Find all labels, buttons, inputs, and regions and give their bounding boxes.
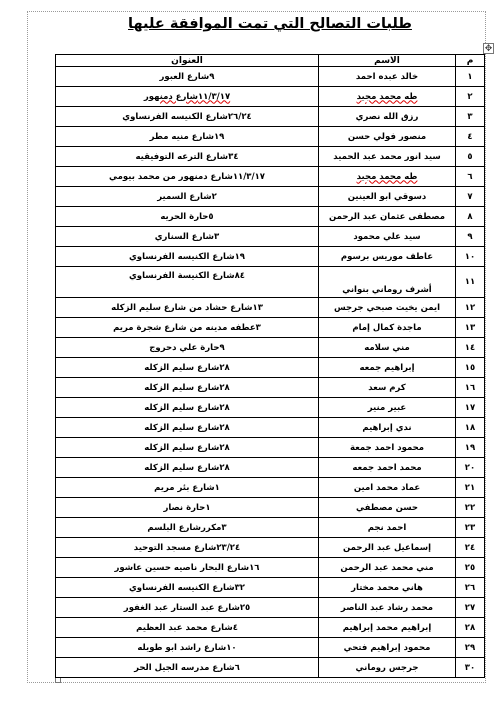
table-row xyxy=(56,207,485,227)
row-name-text: محمود إبراهيم فتحي xyxy=(343,642,431,653)
table-row xyxy=(56,67,485,87)
row-name[interactable] xyxy=(319,167,456,187)
row-name[interactable] xyxy=(319,478,456,498)
row-number-text: ٣ xyxy=(467,111,473,122)
row-name[interactable] xyxy=(319,398,456,418)
row-number-text: ١١ xyxy=(464,277,476,287)
row-number[interactable] xyxy=(456,127,485,147)
row-name[interactable] xyxy=(319,207,456,227)
row-name-text: خالد عبده احمد xyxy=(355,71,419,82)
row-number[interactable] xyxy=(456,147,485,167)
row-address[interactable] xyxy=(56,638,319,658)
row-number[interactable] xyxy=(456,538,485,558)
row-number-text: ٢٦ xyxy=(464,582,476,593)
row-number-text: ٢٤ xyxy=(464,542,476,553)
row-name-text: احمد نجم xyxy=(367,522,407,533)
row-number-text: ١ xyxy=(467,71,473,82)
row-name-text: عاطف موريس برسوم xyxy=(340,251,434,262)
row-address-text: ١٠شارع راشد ابو طويله xyxy=(137,642,237,653)
table-row xyxy=(56,498,485,518)
row-name[interactable] xyxy=(319,498,456,518)
row-number[interactable] xyxy=(456,87,485,107)
row-address[interactable] xyxy=(56,267,319,298)
table-row xyxy=(56,267,485,298)
row-name-text: جرجس روماني xyxy=(355,662,419,673)
row-number-text: ٢٩ xyxy=(464,642,476,653)
row-number[interactable] xyxy=(456,247,485,267)
table-row xyxy=(56,438,485,458)
row-number-text: ٢٧ xyxy=(464,602,476,613)
row-address-text: ١٩شارع الكنيسه الفرنساوي xyxy=(129,251,245,262)
document-title: طلبات التصالح التي تمت الموافقة عليها xyxy=(128,16,412,32)
row-name-text: منصور فولي حسن xyxy=(347,131,427,142)
row-number-text: ١٧ xyxy=(464,402,476,413)
row-number-text: ٢ xyxy=(467,91,473,102)
row-address[interactable] xyxy=(56,87,319,107)
row-address-text: ٣٤شارع الترعه التوفيقيه xyxy=(135,151,239,162)
table-row xyxy=(56,618,485,638)
row-number[interactable] xyxy=(456,658,485,678)
header-name: الاسم xyxy=(319,55,456,67)
row-name-text: سيد انور محمد عبد الحميد xyxy=(333,151,441,162)
row-address[interactable] xyxy=(56,147,319,167)
row-name-text: حسن مصطفي xyxy=(355,502,419,513)
row-number-text: ٦ xyxy=(467,171,473,182)
row-number[interactable] xyxy=(456,67,485,87)
row-name[interactable] xyxy=(319,87,456,107)
row-address-text: ٢٥شارع عبد الستار عبد الغفور xyxy=(123,602,251,613)
row-name[interactable] xyxy=(319,107,456,127)
table-row xyxy=(56,478,485,498)
table-row xyxy=(56,107,485,127)
row-address-text: ٢٣/٢٤شارع مسجد التوحيد xyxy=(133,542,241,553)
row-number[interactable] xyxy=(456,618,485,638)
row-name[interactable] xyxy=(319,658,456,678)
row-address[interactable] xyxy=(56,418,319,438)
row-number[interactable] xyxy=(456,638,485,658)
row-address-text: ٢٦/٢٤شارع الكنيسه الفرنساوي xyxy=(122,111,252,122)
row-number[interactable] xyxy=(456,338,485,358)
row-number-text: ١٩ xyxy=(464,442,476,453)
row-name-text: أشرف روماني بنواني xyxy=(342,285,432,295)
row-address-text: ١٦شارع البحار ناصيه حسين عاشور xyxy=(114,562,260,573)
row-number[interactable] xyxy=(456,107,485,127)
row-number[interactable] xyxy=(456,167,485,187)
row-number[interactable] xyxy=(456,598,485,618)
row-number-text: ٤ xyxy=(467,131,473,142)
row-address[interactable] xyxy=(56,167,319,187)
row-name-text: محمد رشاد عبد الناصر xyxy=(340,602,434,613)
row-name-text: دسوقي ابو العينين xyxy=(347,191,427,202)
row-address[interactable] xyxy=(56,318,319,338)
row-number-text: ٧ xyxy=(467,191,473,202)
row-address[interactable] xyxy=(56,658,319,678)
row-address-text: ٤شارع محمد عبد العظيم xyxy=(136,622,238,633)
row-address-text: ١١/٣/١٧شارع دمنهور من محمد بيومي xyxy=(109,171,265,182)
table-row xyxy=(56,378,485,398)
row-address-text: ٢٨شارع سليم الزكله xyxy=(144,462,230,473)
row-number[interactable] xyxy=(456,418,485,438)
row-number-text: ١٣ xyxy=(464,322,476,333)
row-name-text: عبير منير xyxy=(367,402,407,413)
row-address[interactable] xyxy=(56,478,319,498)
row-address-text: ٢٨شارع سليم الزكله xyxy=(144,422,230,433)
row-name[interactable] xyxy=(319,538,456,558)
table-row xyxy=(56,247,485,267)
row-address[interactable] xyxy=(56,598,319,618)
row-name[interactable] xyxy=(319,298,456,318)
row-address[interactable] xyxy=(56,538,319,558)
row-name[interactable] xyxy=(319,267,456,298)
row-name-text: إبراهيم جمعه xyxy=(359,362,415,373)
table-row xyxy=(56,187,485,207)
table-row xyxy=(56,578,485,598)
row-name[interactable] xyxy=(319,578,456,598)
row-number[interactable] xyxy=(456,207,485,227)
row-address[interactable] xyxy=(56,518,319,538)
row-name-text: هاني محمد مختار xyxy=(351,582,423,593)
row-address[interactable] xyxy=(56,127,319,147)
header-number: م xyxy=(456,55,485,67)
row-number[interactable] xyxy=(456,378,485,398)
table-row xyxy=(56,518,485,538)
row-name[interactable] xyxy=(319,338,456,358)
row-number-text: ١٠ xyxy=(464,251,476,262)
row-name[interactable] xyxy=(319,598,456,618)
row-number[interactable] xyxy=(456,398,485,418)
row-address[interactable] xyxy=(56,338,319,358)
header-address: العنوان xyxy=(56,55,319,67)
row-name[interactable] xyxy=(319,247,456,267)
table-move-handle-icon[interactable]: ✥ xyxy=(484,44,493,54)
row-address-text: ٨٤شارع الكنيسة الفرنساوي xyxy=(129,271,245,281)
row-number[interactable] xyxy=(456,267,485,298)
row-name-text: محمد احمد جمعه xyxy=(352,462,422,473)
table-row xyxy=(56,658,485,678)
row-address[interactable] xyxy=(56,578,319,598)
row-name-text: ماجدة كمال إمام xyxy=(352,322,422,333)
row-number[interactable] xyxy=(456,558,485,578)
table-row xyxy=(56,458,485,478)
row-address[interactable] xyxy=(56,458,319,478)
row-number[interactable] xyxy=(456,358,485,378)
table-row xyxy=(56,298,485,318)
row-address-text: ٥حارة الحريه xyxy=(160,211,214,222)
row-name[interactable] xyxy=(319,418,456,438)
row-address-text: ٦شارع مدرسه الجيل الحر xyxy=(134,662,240,673)
row-number-text: ١٤ xyxy=(464,342,476,353)
row-name-text: طه محمد مجيد xyxy=(356,91,418,102)
row-name-text: طه محمد مجيد xyxy=(356,171,418,182)
row-name[interactable] xyxy=(319,458,456,478)
table-row xyxy=(56,598,485,618)
row-address[interactable] xyxy=(56,498,319,518)
row-name[interactable] xyxy=(319,558,456,578)
row-address[interactable] xyxy=(56,398,319,418)
row-address-text: ٣مكررشارع البلسم xyxy=(147,522,227,533)
row-address[interactable] xyxy=(56,618,319,638)
row-number-text: ٨ xyxy=(467,211,473,222)
row-address-text: ١شارع بئر مريم xyxy=(154,482,220,493)
row-address-text: ١٩شارع منيه مطر xyxy=(149,131,225,142)
table-row xyxy=(56,127,485,147)
row-number-text: ٩ xyxy=(467,231,473,242)
row-number[interactable] xyxy=(456,498,485,518)
row-address[interactable] xyxy=(56,67,319,87)
table-row xyxy=(56,338,485,358)
row-name-text: مصطفى عثمان عبد الرحمن xyxy=(329,211,445,222)
row-name[interactable] xyxy=(319,438,456,458)
row-address[interactable] xyxy=(56,107,319,127)
row-number[interactable] xyxy=(456,438,485,458)
row-number-text: ٢٥ xyxy=(464,562,476,573)
row-address-text: ٢٨شارع سليم الزكله xyxy=(144,382,230,393)
row-name-text: رزق الله نصري xyxy=(355,111,419,122)
row-address[interactable] xyxy=(56,207,319,227)
row-address-text: ٢شارع السمير xyxy=(157,191,217,202)
row-address-text: ٢٨شارع سليم الزكله xyxy=(144,402,230,413)
table-row xyxy=(56,87,485,107)
row-name[interactable] xyxy=(319,318,456,338)
row-number-text: ٥ xyxy=(467,151,473,162)
row-number[interactable] xyxy=(456,187,485,207)
row-name-text: إسماعيل عبد الرحمن xyxy=(343,542,431,553)
row-number-text: ٣٠ xyxy=(464,662,476,673)
table-row xyxy=(56,558,485,578)
row-name-text: سيد علي محمود xyxy=(353,231,421,242)
row-name[interactable] xyxy=(319,618,456,638)
row-number-text: ١٨ xyxy=(464,422,476,433)
row-address-text: ٩حارة علي دحروج xyxy=(149,342,225,353)
row-name-text: ندي إبراهيم xyxy=(362,422,412,433)
row-number-text: ٢٨ xyxy=(464,622,476,633)
row-number-text: ١٥ xyxy=(464,362,476,373)
row-name-text: ايمن يخيت صبحي جرجس xyxy=(333,302,441,313)
row-address-text: ١٣شارع حشاد من شارع سليم الزكله xyxy=(111,302,263,313)
row-address[interactable] xyxy=(56,247,319,267)
row-address-text: ٩شارع العبور xyxy=(159,71,215,82)
row-address-text: ٣شارع السناري xyxy=(154,231,220,242)
row-name-text: عماد محمد امين xyxy=(353,482,421,493)
table-row xyxy=(56,147,485,167)
row-number-text: ٢٠ xyxy=(464,462,476,473)
row-address-text: ٢٨شارع سليم الزكله xyxy=(144,362,230,373)
row-name[interactable] xyxy=(319,127,456,147)
row-name[interactable] xyxy=(319,518,456,538)
row-number-text: ٢٢ xyxy=(464,502,476,513)
row-number[interactable] xyxy=(456,518,485,538)
row-name-text: مني محمد عبد الرحمن xyxy=(340,562,434,573)
row-address[interactable] xyxy=(56,378,319,398)
row-address[interactable] xyxy=(56,298,319,318)
row-address-text: ٣عطفه مدينه من شارع شجرة مريم xyxy=(113,322,261,333)
row-address[interactable] xyxy=(56,358,319,378)
row-number-text: ١٢ xyxy=(464,302,476,313)
table-row xyxy=(56,167,485,187)
row-number-text: ٢٣ xyxy=(464,522,476,533)
row-name[interactable] xyxy=(319,638,456,658)
table-row xyxy=(56,398,485,418)
table-row xyxy=(56,227,485,247)
row-number[interactable] xyxy=(456,478,485,498)
row-address[interactable] xyxy=(56,438,319,458)
row-name[interactable] xyxy=(319,67,456,87)
row-address[interactable] xyxy=(56,558,319,578)
row-number[interactable] xyxy=(456,458,485,478)
row-number-text: ١٦ xyxy=(464,382,476,393)
row-name-text: إبراهيم محمد إبراهيم xyxy=(342,622,432,633)
row-name[interactable] xyxy=(319,227,456,247)
row-number[interactable] xyxy=(456,227,485,247)
row-address-text: ٢٨شارع سليم الزكله xyxy=(144,442,230,453)
approved-requests-table xyxy=(55,54,485,678)
table-row xyxy=(56,538,485,558)
row-name[interactable] xyxy=(319,187,456,207)
table-row xyxy=(56,638,485,658)
row-name-text: كرم سعد xyxy=(368,382,406,393)
table-row xyxy=(56,358,485,378)
row-name[interactable] xyxy=(319,378,456,398)
row-name[interactable] xyxy=(319,358,456,378)
row-number-text: ٢١ xyxy=(464,482,476,493)
row-name[interactable] xyxy=(319,147,456,167)
row-number[interactable] xyxy=(456,298,485,318)
row-address[interactable] xyxy=(56,187,319,207)
table-header-row xyxy=(56,55,485,67)
row-name-text: محمود احمد جمعة xyxy=(349,442,425,453)
row-address-text: ١حارة نصار xyxy=(163,502,211,513)
row-name-text: مني سلامه xyxy=(364,342,410,353)
row-address-text: ١١/٣/١٧شارع دمنهور xyxy=(143,91,231,102)
row-number[interactable] xyxy=(456,578,485,598)
table-row xyxy=(56,418,485,438)
row-address[interactable] xyxy=(56,227,319,247)
table-row xyxy=(56,318,485,338)
row-address-text: ٣٢شارع الكنيسه الفرنساوي xyxy=(129,582,245,593)
row-number[interactable] xyxy=(456,318,485,338)
